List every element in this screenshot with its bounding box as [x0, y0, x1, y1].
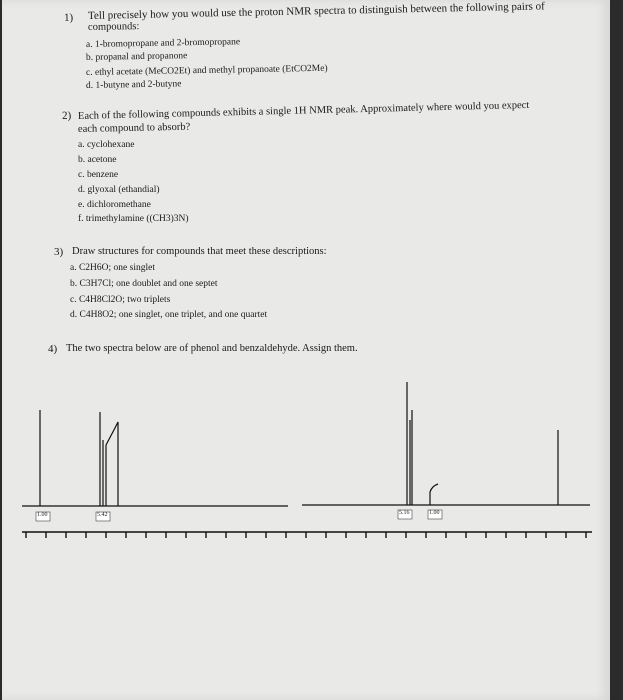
q2-text-line1: Each of the following compounds exhibits a single 1H NMR peak. Approximately where would you expect: [77, 99, 530, 122]
q4-text: The two spectra below are of phenol and benzaldehyde. Assign them.: [66, 343, 358, 354]
q3-item-b: b. C3H7Cl; one doublet and one septet: [70, 279, 218, 289]
q4-number: 4): [48, 343, 58, 355]
left-spectrum: [22, 410, 288, 506]
q1-text-line2: compounds:: [87, 21, 140, 33]
nmr-spectra: [2, 0, 610, 700]
q1-number: 1): [63, 11, 74, 24]
q2-text-line2: each compound to absorb?: [77, 121, 191, 135]
q2-item-d: d. glyoxal (ethandial): [78, 185, 160, 195]
right-integral: [430, 484, 438, 505]
ppm-axis-ticks: [26, 532, 586, 538]
q2-item-c: c. benzene: [78, 170, 119, 180]
left-integration-2: 5.42: [97, 512, 108, 518]
q3-item-c: c. C4H8Cl2O; two triplets: [70, 295, 171, 305]
q3-item-d: d. C4H8O2; one singlet, one triplet, and one quartet: [70, 310, 268, 320]
left-integral: [106, 422, 118, 506]
q1-text-line1: Tell precisely how you would use the proton NMR spectra to distinguish between the following pairs of: [87, 0, 545, 22]
q3-text: Draw structures for compounds that meet these descriptions:: [72, 246, 327, 257]
right-integration-1: 5.16: [399, 510, 410, 516]
q1-item-d: d. 1-butyne and 2-butyne: [85, 79, 182, 91]
worksheet-page: [2, 0, 610, 700]
q2-item-b: b. acetone: [78, 155, 117, 165]
q1-item-b: b. propanal and propanone: [85, 51, 188, 63]
q2-item-e: e. dichloromethane: [78, 200, 151, 210]
q1-item-c: c. ethyl acetate (MeCO2Et) and methyl propanoate (EtCO2Me): [85, 63, 328, 78]
right-integration-2: 1.00: [429, 510, 440, 516]
right-spectrum: [302, 382, 590, 505]
q1-item-a: a. 1-bromopropane and 2-bromopropane: [85, 37, 241, 50]
q2-item-a: a. cyclohexane: [78, 140, 135, 150]
q3-number: 3): [54, 246, 64, 258]
q2-number: 2): [61, 109, 72, 122]
q2-item-f: f. trimethylamine ((CH3)3N): [78, 214, 189, 224]
left-integration-1: 1.00: [37, 512, 48, 518]
q3-item-a: a. C2H6O; one singlet: [70, 263, 155, 273]
